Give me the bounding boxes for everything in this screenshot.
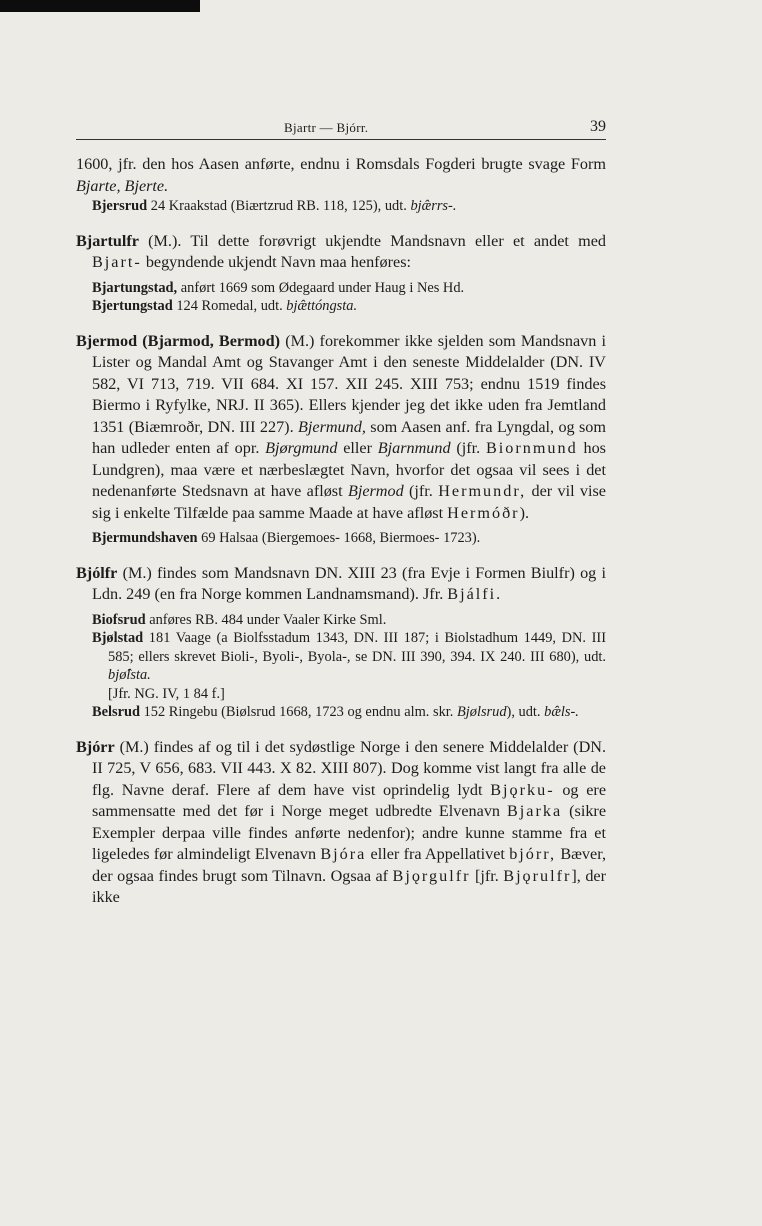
entry-bjolstad: Bjølstad 181 Vaage (a Biolfsstadum 1343, DN. III 187; i Biolstadhum 1449, DN. III 585; ellers skrevet Bioli-, Byoli-, Byola-, se DN. III 390, 394. IX 240. III 680), udt. bjø̂lsta. [Jfr. NG. IV, 1 84 f.] xyxy=(92,630,606,702)
page-number: 39 xyxy=(590,118,606,135)
page-body xyxy=(76,154,606,909)
entry-bjermod: Bjermod (Bjarmod, Bermod) (M.) forekommer ikke sjelden som Mandsnavn i Lister og Mandal Amt og Stavanger Amt i den seneste Middelalder (DN. IV 582, VI 713, 719. VII 684. XI 157. XII 245. XIII 753; endnu 1519 findes Biermo i Ryfylke, NRJ. II 365). Ellers kjender jeg det ikke uden fra Jemtland 1351 (Biæmroðr, DN. III 227). Bjermund, som Aasen anf. fra Lyngdal, og som han udleder enten af opr. Bjørgmund eller Bjarnmund (jfr. Biornmund hos Lundgren), maa være et nærbeslægtet Navn, hvorfor det ogsaa vil sees i det nedenanførte Stedsnavn at have afløst Bjermod (jfr. Hermundr, der vil vise sig i enkelte Tilfælde paa samme Maade at have afløst Hermóðr). xyxy=(76,331,606,522)
entry-belsrud: Belsrud 152 Ringebu (Biølsrud 1668, 1723 og endnu alm. skr. Bjølsrud), udt. bæ̂ls-. xyxy=(92,704,579,720)
entry-bjartulfr: Bjartulfr (M.). Til dette forøvrigt ukjendte Mandsnavn eller et andet med Bjart- begyndende ukjendt Navn maa henføres: xyxy=(76,231,606,271)
entry-bjersrud: Bjersrud 24 Kraakstad (Biærtzrud RB. 118, 125), udt. bjæ̂rrs-. xyxy=(92,198,457,214)
entry-bjermundshaven: Bjermundshaven 69 Halsaa (Biergemoes- 1668, Biermoes- 1723). xyxy=(92,530,481,546)
entry-biofsrud: Biofsrud anføres RB. 484 under Vaaler Kirke Sml. xyxy=(92,611,387,628)
running-head: Bjartr — Bjórr. xyxy=(284,120,369,135)
scan-edge-bar xyxy=(0,0,200,12)
entry-bjertungstad: Bjertungstad 124 Romedal, udt. bjæ̂ttóngsta. xyxy=(92,298,358,314)
page-header xyxy=(76,118,606,138)
header-rule xyxy=(76,139,606,140)
intro-paragraph: 1600, jfr. den hos Aasen anførte, endnu i Romsdals Fogderi brugte svage Form Bjarte, Bjerte. xyxy=(76,155,606,195)
entry-bjorr: Bjórr (M.) findes af og til i det sydøstlige Norge i den senere Middelalder (DN. II 725, V 656, 683. VII 443. X 82. XIII 807). Dog komme vist langt fra alle de flg. Navne deraf. Flere af dem have vist oprindelig lydt Bjǫrku- og ere sammensatte med det før i Norge meget udbredte Elvenavn Bjarka (sikre Exempler derpaa ville findes anførte nedenfor); andre kunne stamme fra et ligeledes før almindeligt Elvenavn Bjóra eller fra Appellativet bjórr, Bæver, der ogsaa findes brugt som Tilnavn. Ogsaa af Bjǫrgulfr [jfr. Bjǫrulfr], der ikke xyxy=(76,737,607,906)
entry-bjolfr: Bjólfr (M.) findes som Mandsnavn DN. XIII 23 (fra Evje i Formen Biulfr) og i Ldn. 249 (en fra Norge kommen Landnamsmand). Jfr. Bjálfi. xyxy=(76,563,606,603)
entry-bjartungstad: Bjartungstad, anført 1669 som Ødegaard under Haug i Nes Hd. xyxy=(92,279,465,296)
